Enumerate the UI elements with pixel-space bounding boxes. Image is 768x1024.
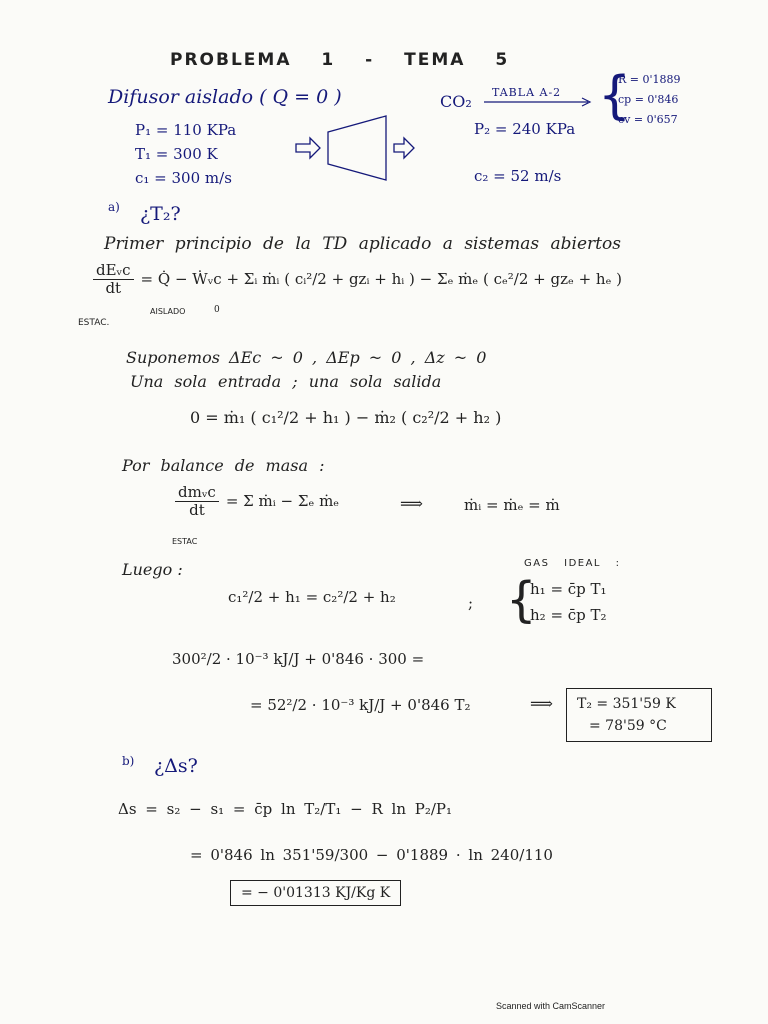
zero-work-note: 0 <box>214 305 220 315</box>
entropy-substitution: = 0'846 ln 351'59/300 − 0'1889 · ln 240/110 <box>190 846 553 864</box>
aislado-note: AISLADO <box>150 307 186 316</box>
dm-dt-fraction: $\frac{\text{dmᵥc}}{dt}$ <box>175 484 219 518</box>
scanner-watermark: Scanned with CamScanner <box>496 1001 606 1011</box>
energy-balance-eq: 0 = ṁ₁ ( c₁²/2 + h₁ ) − ṁ₂ ( c₂²/2 + h₂ ) <box>190 408 502 427</box>
mass-arrow: ⟹ <box>400 494 423 513</box>
assumptions-line: Suponemos ΔEc ~ 0 , ΔEp ~ 0 , Δz ~ 0 <box>126 348 487 367</box>
props-brace: { <box>598 66 632 126</box>
first-law-equation <box>90 262 622 296</box>
outlet-velocity: c₂ = 52 m/s <box>474 167 562 185</box>
gas-name: CO₂ <box>440 92 472 111</box>
part-b-label: b) <box>122 754 135 768</box>
t2-result-kelvin: T₂ = 351'59 K <box>577 696 676 712</box>
entropy-result-box: = − 0'01313 KJ/Kg K <box>230 880 401 906</box>
table-arrow <box>484 97 596 107</box>
page-title: PROBLEMA 1 - TEMA 5 <box>170 50 510 70</box>
part-b-question: ¿Δs? <box>154 755 198 777</box>
entropy-equation: Δs = s₂ − s₁ = c̄p ln T₂/T₁ − R ln P₂/P₁ <box>118 800 453 818</box>
ideal-gas-h2: h₂ = c̄p T₂ <box>530 606 607 624</box>
device-description: Difusor aislado ( Q = 0 ) <box>108 86 342 108</box>
mass-balance-result: ṁᵢ = ṁₑ = ṁ <box>464 496 560 514</box>
inlet-pressure: P₁ = 110 KPa <box>135 121 237 139</box>
outlet-pressure: P₂ = 240 KPa <box>474 120 576 138</box>
numerical-substitution-1: 300²/2 · 10⁻³ kJ/J + 0'846 · 300 = <box>172 650 425 668</box>
prop-r: R = 0'1889 <box>618 73 681 86</box>
ideal-gas-h1: h₁ = c̄p T₁ <box>530 580 607 598</box>
prop-cp: cp = 0'846 <box>618 93 679 106</box>
luego-equation: c₁²/2 + h₁ = c₂²/2 + h₂ <box>228 588 396 606</box>
ideal-gas-label: GAS IDEAL : <box>524 558 621 569</box>
luego-label: Luego : <box>122 560 183 579</box>
ideal-gas-brace: { <box>506 572 537 628</box>
table-reference: TABLA A-2 <box>492 86 562 99</box>
estac-note-2: ESTAC <box>172 537 198 546</box>
prop-cv: cv = 0'657 <box>618 113 678 126</box>
diffuser-sketch <box>290 110 420 188</box>
estac-note: ESTAC. <box>78 318 110 328</box>
first-law-title: Primer principio de la TD aplicado a sistemas abiertos <box>104 234 621 254</box>
mass-balance-equation <box>172 484 339 518</box>
mass-balance-rhs: = Σ ṁᵢ − Σₑ ṁₑ <box>225 492 340 510</box>
t2-result-celsius: = 78'59 °C <box>589 718 667 734</box>
inlet-velocity: c₁ = 300 m/s <box>135 169 232 187</box>
mass-balance-title: Por balance de masa : <box>122 456 325 475</box>
dE-dt-fraction: $\frac{\text{dEᵥc}}{dt}$ <box>93 262 134 296</box>
first-law-rhs: = Q̇ − Ẇᵥc + Σᵢ ṁᵢ ( cᵢ²/2 + gzᵢ + hᵢ ) − Σₑ ṁₑ ( cₑ²/2 + gzₑ + hₑ ) <box>140 270 623 288</box>
numerical-substitution-2: = 52²/2 · 10⁻³ kJ/J + 0'846 T₂ <box>250 696 471 714</box>
inlet-temperature: T₁ = 300 K <box>135 145 218 163</box>
part-a-label: a) <box>108 200 120 214</box>
t2-result-box <box>566 688 712 742</box>
single-in-out-line: Una sola entrada ; una sola salida <box>130 372 442 391</box>
part-a-question: ¿T₂? <box>140 203 181 225</box>
result-arrow: ⟹ <box>530 694 553 713</box>
luego-semicolon: ; <box>468 594 474 612</box>
